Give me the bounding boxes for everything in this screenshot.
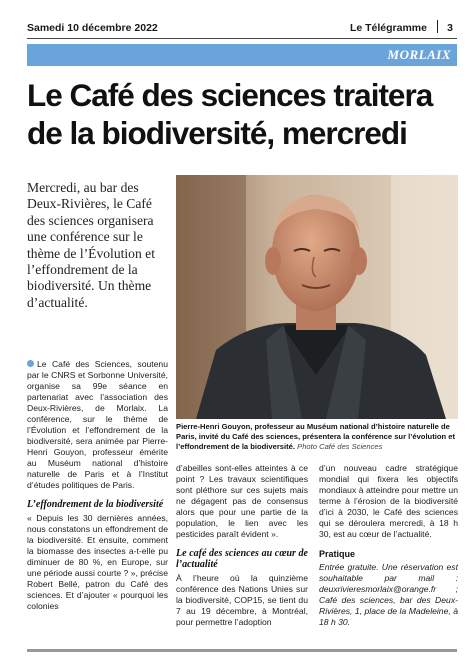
paragraph-2a: À l’heure où la quinzième conférence des Nations Unies sur la biodiversité, COP15, se tient du 7 au 19 décembre, à Montréal, pour permettre l’adoption [176, 573, 308, 627]
page-header [27, 18, 457, 38]
paragraph-1b: d’abeilles sont-elles atteintes à ce point ? Les travaux scientifiques sont pléthore sur ces sujets mais ne dégagent pas de consensus alors que pour une partie de la population, le lien avec les pesticides paraît évident ». [176, 463, 308, 539]
footer-rule [27, 649, 457, 652]
paragraph-1a: « Depuis les 30 dernières années, nous constatons un effondrement de la biodiversité. Et ensuite, comment la biomasse des insectes a-t-elle pu diminuer de 80 %, en Europe, sur une période aussi courte ? », précise Robert Bellé, patron du Café des sciences. Et d’ajouter « pourquoi les colonies [27, 513, 168, 611]
article-column-2 [176, 463, 308, 628]
article-column-3 [319, 463, 458, 628]
portrait-photo [176, 175, 458, 419]
article-headline: Le Café des sciences traitera de la biodiversité, mercredi [27, 77, 433, 151]
subhead-practical: Pratique [319, 549, 356, 559]
article-lead: Mercredi, au bar des Deux-Rivières, le Café des sciences organisera une conférence sur le thème de l’Évolution et l’effondrement de la biodiversité. Un thème d’actualité. [27, 180, 155, 310]
newspaper-name: Le Télégramme [349, 22, 427, 34]
paragraph-2b: d’un nouveau cadre stratégique mondial qui fixera les objectifs mondiaux à atteindre pour mettre un terme à l’érosion de la biodiversité d’ici à 2030, le Café des sciences qui se déroulera mercredi, à 18 h 30, est au cœur de l’actualité. [319, 463, 458, 539]
photo-caption-text: Pierre-Henri Gouyon, professeur au Muséum national d’histoire naturelle de Paris, invité du Café des sciences, présentera la conférence sur l’évolution et l’effondrement de la biodiversité. [176, 422, 455, 451]
photo-caption [176, 422, 458, 452]
subhead-biodiversity: L’effondrement de la biodiversité [27, 499, 164, 510]
portrait-illustration [176, 175, 458, 419]
practical-info: Entrée gratuite. Une réservation est souhaitable par mail : deuxrivieresmorlaix@orange.fr ; Café des sciences, bar des Deux-Rivières, 1, place de la Madeleine, à 18 h 30. [319, 562, 458, 627]
photo-credit: Photo Café des Sciences [297, 442, 383, 451]
article-column-1 [27, 359, 168, 612]
subhead-news: Le café des sciences au cœur de l’actualité [176, 548, 308, 570]
header-separator [437, 20, 439, 33]
page-number: 3 [447, 22, 453, 34]
section-band [27, 44, 457, 66]
issue-date: Samedi 10 décembre 2022 [27, 22, 158, 34]
section-label: MORLAIX [387, 47, 451, 62]
intro-text: Le Café des Sciences, soutenu par le CNRS et Sorbonne Université, organise sa 99e séance en partenariat avec l’association des Deux-Rivières, de Morlaix. La conférence, sur le thème de l’Évolution et l’effondrement de la biodiversité, sera animée par Pierre-Henri Gouyon, professeur émérite au Muséum national d’histoire naturelle de Paris et à l’Institut d’études politiques de Paris. [27, 359, 168, 490]
bullet-icon [27, 360, 34, 367]
intro-paragraph [27, 359, 168, 491]
header-rule [27, 38, 457, 39]
